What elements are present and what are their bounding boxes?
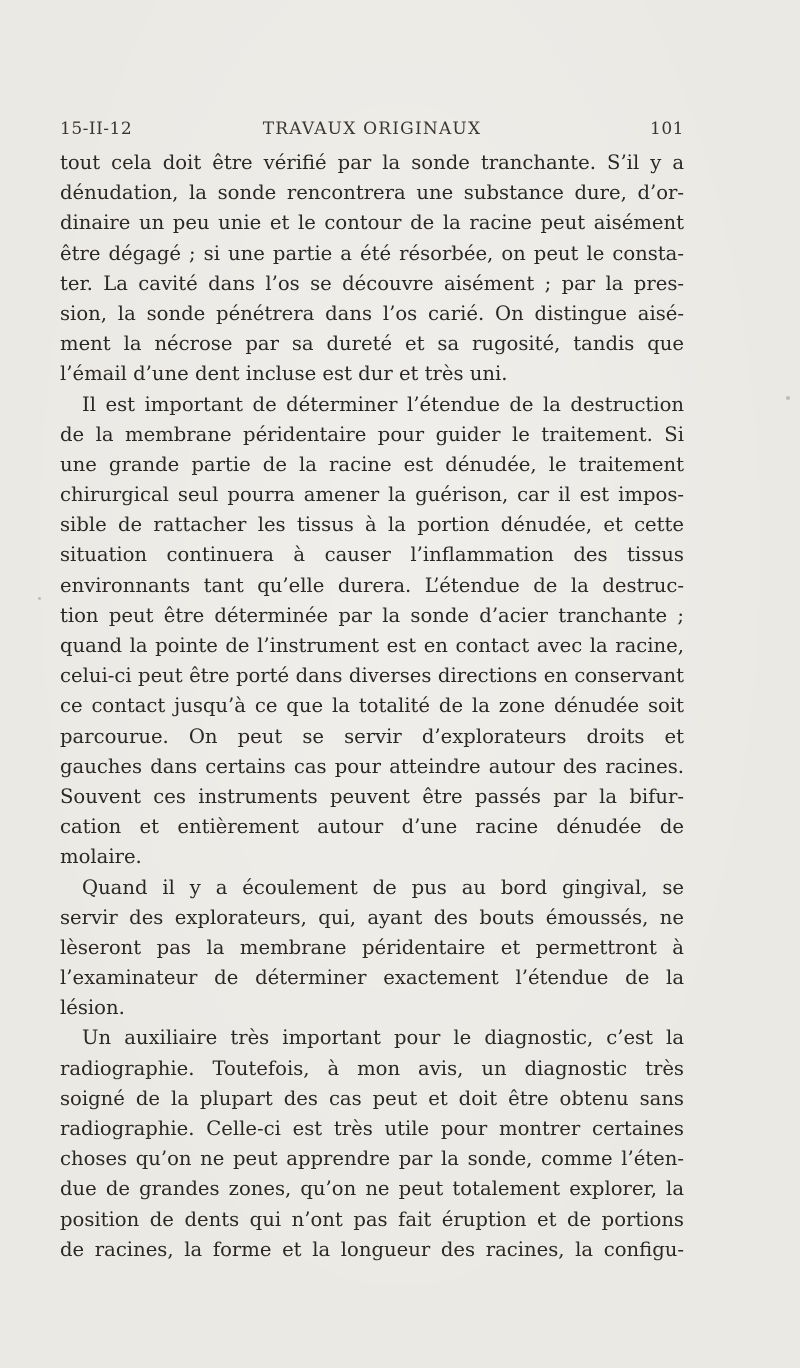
text-line: choses qu’on ne peut apprendre par la sonde, comme l’éten- bbox=[60, 1147, 684, 1171]
text-line: Un auxiliaire très important pour le diagnostic, c’est la bbox=[82, 1026, 684, 1050]
paper-speck bbox=[38, 597, 41, 600]
text-line: quand la pointe de l’instrument est en contact avec la racine, bbox=[60, 634, 684, 657]
text-line: tion peut être déterminée par la sonde d’acier tranchante ; bbox=[60, 603, 684, 627]
paper-speck bbox=[786, 396, 790, 400]
text-line: dénudation, la sonde rencontrera une substance dure, d’or- bbox=[60, 181, 684, 205]
text-line: ce contact jusqu’à ce que la totalité de la zone dénudée soit bbox=[60, 694, 684, 718]
header-section-title: TRAVAUX ORIGINAUX bbox=[262, 119, 482, 139]
text-line: servir des explorateurs, qui, ayant des bouts émoussés, ne bbox=[60, 905, 684, 929]
text-line: lèseront pas la membrane péridentaire et permettront à bbox=[60, 935, 684, 959]
text-line: dinaire un peu unie et le contour de la racine peut aisément bbox=[60, 211, 684, 235]
page-number: 101 bbox=[650, 119, 684, 139]
text-line: sion, la sonde pénétrera dans l’os carié. On distingue aisé- bbox=[60, 301, 684, 325]
running-head bbox=[60, 119, 684, 145]
text-line: celui-ci peut être porté dans diverses directions en conservant bbox=[60, 664, 684, 688]
text-line: chirurgical seul pourra amener la guérison, car il est impos- bbox=[60, 483, 684, 507]
header-date: 15-II-12 bbox=[60, 119, 133, 139]
text-line: situation continuera à causer l’inflammation des tissus bbox=[60, 543, 684, 567]
text-line: parcourue. On peut se servir d’explorateurs droits et bbox=[60, 724, 684, 748]
text-line: soigné de la plupart des cas peut et doit être obtenu sans bbox=[60, 1086, 684, 1110]
text-line: ment la nécrose par sa dureté et sa rugosité, tandis que bbox=[60, 332, 684, 356]
text-line: Il est important de déterminer l’étendue de la destruction bbox=[82, 392, 684, 416]
body-text bbox=[60, 148, 684, 1265]
text-line: lésion. bbox=[60, 996, 125, 1020]
text-line: due de grandes zones, qu’on ne peut totalement explorer, la bbox=[60, 1177, 684, 1201]
text-line: l’émail d’une dent incluse est dur et très uni. bbox=[60, 362, 508, 386]
text-line: molaire. bbox=[60, 845, 142, 869]
text-line: gauches dans certains cas pour atteindre autour des racines. bbox=[60, 754, 684, 778]
text-line: Souvent ces instruments peuvent être passés par la bifur- bbox=[60, 784, 684, 808]
text-line: ter. La cavité dans l’os se découvre aisément ; par la pres- bbox=[60, 271, 684, 295]
text-line: de la membrane péridentaire pour guider le traitement. Si bbox=[60, 422, 684, 446]
text-line: tout cela doit être vérifié par la sonde tranchante. S’il y a bbox=[60, 151, 684, 174]
text-line: Quand il y a écoulement de pus au bord gingival, se bbox=[82, 875, 684, 899]
text-line: cation et entièrement autour d’une racine dénudée de bbox=[60, 815, 684, 839]
text-line: radiographie. Toutefois, à mon avis, un diagnostic très bbox=[60, 1056, 684, 1080]
text-line: être dégagé ; si une partie a été résorbée, on peut le consta- bbox=[60, 241, 684, 265]
text-line: de racines, la forme et la longueur des racines, la configu- bbox=[60, 1237, 684, 1261]
text-line: environnants tant qu’elle durera. L’étendue de la destruc- bbox=[60, 573, 684, 597]
text-line: sible de rattacher les tissus à la portion dénudée, et cette bbox=[60, 513, 684, 537]
text-line: position de dents qui n’ont pas fait éruption et de portions bbox=[60, 1207, 684, 1231]
text-line: radiographie. Celle-ci est très utile pour montrer certaines bbox=[60, 1117, 684, 1140]
text-line: l’examinateur de déterminer exactement l’étendue de la bbox=[60, 966, 684, 990]
text-line: une grande partie de la racine est dénudée, le traitement bbox=[60, 452, 684, 476]
